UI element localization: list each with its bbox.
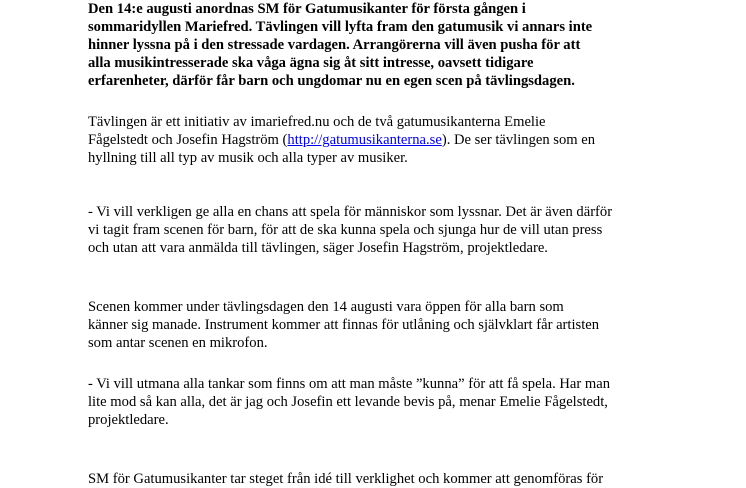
paragraph-line: SM för Gatumusikanter tar steget från idé till verklighet och kommer att genomföras för [88, 471, 604, 487]
paragraph-spacer [88, 257, 728, 275]
paragraph-spacer [88, 167, 728, 185]
line-text: ). De ser tävlingen som en [441, 132, 596, 148]
paragraph-spacer [88, 90, 728, 113]
paragraph-line: vi tagit fram scenen för barn, för att de ska kunna spela och sjunga hur de vill utan press [88, 222, 603, 238]
quote-paragraph-emelie [88, 375, 728, 429]
paragraph-line: - Vi vill utmana alla tankar som finns om att man måste ”kunna” för att få spela. Har man [88, 376, 611, 392]
line-text: Fågelstedt och Josefin Hagström ( [88, 132, 288, 148]
paragraph-line: - Vi vill verkligen ge alla en chans att spela för människor som lyssnar. Det är även därför [88, 204, 613, 220]
paragraph-spacer [88, 185, 728, 203]
paragraph-line: projektledare. [88, 412, 169, 428]
paragraph-line: som antar scenen en mikrofon. [88, 335, 268, 351]
lead-line: Den 14:e augusti anordnas SM för Gatumusikanter för första gången i [88, 1, 526, 17]
paragraph-spacer [88, 275, 728, 298]
gatumusikanterna-link[interactable]: http://gatumusikanterna.se [287, 132, 442, 148]
lead-line: alla musikintresserade ska våga ägna sig åt sitt intresse, oavsett tidigare [88, 55, 534, 71]
paragraph-line [88, 131, 728, 149]
lead-line: sommaridyllen Mariefred. Tävlingen vill lyfta fram den gatumusik vi annars inte [88, 19, 593, 35]
lead-line: erfarenheter, därför får barn och ungdomar nu en egen scen på tävlingsdagen. [88, 73, 575, 89]
quote-paragraph-josefin [88, 203, 728, 257]
paragraph-line: och utan att vara anmälda till tävlingen, säger Josefin Hagström, projektledare. [88, 240, 548, 256]
paragraph-line: Scenen kommer under tävlingsdagen den 14 augusti vara öppen för alla barn som [88, 299, 564, 315]
paragraph-line: Tävlingen är ett initiativ av imariefred.nu och de två gatumusikanterna Emelie [88, 114, 546, 130]
closing-paragraph [88, 470, 728, 488]
paragraph-spacer [88, 447, 728, 470]
lead-paragraph [88, 0, 728, 90]
paragraph-spacer [88, 429, 728, 447]
document-body [88, 0, 728, 488]
paragraph-line: lite mod så kan alla, det är jag och Josefin ett levande bevis på, menar Emelie Fågelstedt, [88, 394, 608, 410]
paragraph-line: hyllning till all typ av musik och alla typer av musiker. [88, 150, 408, 166]
paragraph-spacer [88, 352, 728, 375]
paragraph-line: känner sig manade. Instrument kommer att finnas för utlåning och självklart får artisten [88, 317, 600, 333]
initiative-paragraph [88, 113, 728, 167]
lead-line: hinner lyssna på i den stressade vardagen. Arrangörerna vill även pusha för att [88, 37, 581, 53]
stage-paragraph [88, 298, 728, 352]
